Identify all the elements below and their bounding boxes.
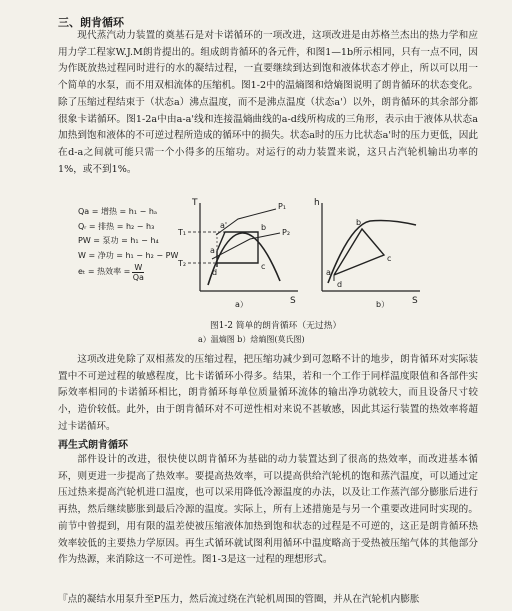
equation-net-work: W = 净功 = h₁ − h₂ − PW bbox=[78, 250, 179, 260]
ts-p1-label: P₁ bbox=[278, 202, 287, 211]
hs-saturation-line bbox=[328, 221, 416, 284]
equation-thermal-efficiency bbox=[78, 263, 188, 282]
hs-subfigure-label: b） bbox=[376, 300, 390, 309]
equation-heat-rejected: Qᵣ = 排热 = h₂ − h₃ bbox=[78, 221, 155, 231]
section-heading: 三、朗肯循环 bbox=[58, 16, 124, 29]
hs-diagram bbox=[314, 198, 420, 309]
efficiency-fraction bbox=[132, 263, 144, 282]
ts-p2-label: P₂ bbox=[282, 228, 291, 237]
paragraph-rankine-advantages: 这项改进免除了双相蒸发的压缩过程，把压缩功减少到可忽略不计的地步，朗肯循环对实际装置中不可逆过程的敏感程度，比卡诺循环小得多。结果，若和一个工作于同样温度限值和各部件实际效率相同的卡诺循环相比，朗肯循环每单位质量循环流体的输出净功就较大，而且设备尺寸较小，造价较低。此外，由于朗肯循环对不可逆性相对来说不甚敏感，因此其运行装置的热效率将超过卡诺循环。 bbox=[58, 354, 478, 432]
ts-point-b: b bbox=[261, 223, 267, 232]
hs-point-d: d bbox=[337, 280, 343, 289]
equation-pump-work: PW = 泵功 = h₁ − h₄ bbox=[78, 236, 159, 245]
subsection-heading: 再生式朗肯循环 bbox=[58, 440, 128, 451]
efficiency-numerator: W bbox=[134, 263, 143, 272]
figure-subcaption: a）温熵图 b）焓熵图(莫氏图) bbox=[198, 335, 305, 344]
ts-x-label: S bbox=[290, 296, 296, 306]
ts-subfigure-label: a） bbox=[235, 300, 248, 309]
paragraph-continued: 『点的凝结水用泵升至P压力，然后流过绕在汽轮机周围的管圈，并从在汽轮机内膨胀 bbox=[58, 594, 420, 605]
ts-t2-label: T₂ bbox=[178, 259, 187, 268]
hs-point-a: a bbox=[326, 268, 331, 277]
efficiency-denominator: Qa bbox=[132, 273, 144, 282]
hs-point-c: c bbox=[387, 254, 392, 263]
ts-point-a: a bbox=[210, 246, 215, 255]
ts-diagram bbox=[177, 198, 298, 309]
equation-heat-added: Qa = 增热 = h₁ − hₐ bbox=[78, 207, 158, 216]
figure-1-2 bbox=[180, 195, 430, 307]
ts-point-aprime: a' bbox=[220, 221, 228, 230]
efficiency-lhs: eₜ = 热效率 = bbox=[78, 267, 131, 277]
cycle-equations bbox=[78, 205, 188, 282]
figure-caption: 图1-2 简单的朗肯循环（无过热） bbox=[210, 321, 342, 331]
ts-point-d: d bbox=[212, 268, 218, 277]
paragraph-regenerative-cycle: 部件设计的改进，很快使以朗肯循环为基础的动力装置达到了很高的热效率，而改进基本循环，则更进一步提高了热效率。要提高热效率，可以提高供给汽轮机的饱和蒸汽温度，可以通过定压过热来提高汽轮机进口温度，也可以采用降低冷源温度的办法，以及让工作蒸汽部分膨胀后进行再热，然后继续膨胀到最后冷源的温度。实际上，所有上述措施是与另一个重要改进同时实现的。前节中曾提到，用有限的温差使被压缩液体加热到饱和状态的过程是不可逆的，这正是朗肯循环热效率较低的主要热力学原因。再生式循环就试图利用循环中温度略高于受热被压缩气体的其他部分作为热源，来消除这一不可逆性。图1-3是这一过程的理想形式。 bbox=[58, 454, 478, 566]
ts-t1-label: T₁ bbox=[178, 228, 187, 237]
hs-x-label: S bbox=[412, 296, 418, 306]
paragraph-rankine-intro: 现代蒸汽动力装置的奠基石是对卡诺循环的一项改进，这项改进是由苏格兰杰出的热力学和应用力学工程家W.J.M朗肯提出的。组成朗肯循环的各元件，和图1—1b所示相同，只有一点不同，因为作既放热过程同时进行的水的凝结过程，一直要继续到达到饱和液体状态才停止，所以可以用一个简单的水泵，而不用双相流体的压缩机。图1-2中的温熵图和焓熵图说明了朗肯循环的状态变化。除了压缩过程结束于（状态a）沸点温度，而不是沸点温度（状态a'）以外，朗肯循环的其余部分都很象卡诺循环。图1-2a中由a-a'线和连接温熵曲线的a-d线所构成的三角形，表示由于液体从状态a加热到饱和液体的不可逆过程所造成的循环中的损失。状态a时的压力比状态a'时的压力更低，因此在d-a之间就可能只需一个小得多的压缩功。对运行的动力装置来说，这只占汽轮机输出功率的1%，或不到1%。 bbox=[58, 30, 478, 175]
hs-point-b: b bbox=[356, 218, 362, 227]
ts-saturation-dome bbox=[208, 233, 280, 285]
ts-point-c: c bbox=[261, 262, 266, 271]
hs-y-label: h bbox=[314, 198, 320, 208]
ts-y-label: T bbox=[192, 198, 198, 208]
